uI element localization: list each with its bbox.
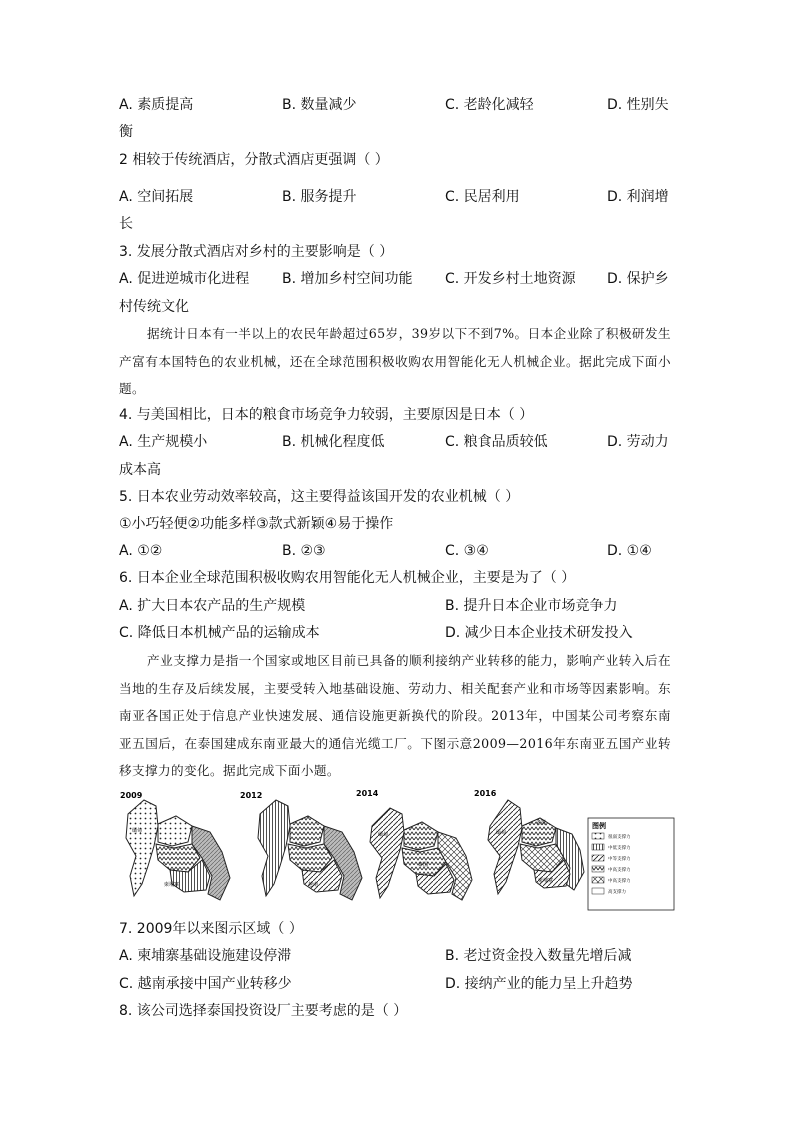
- q4-option-d[interactable]: D. 劳动力: [607, 434, 669, 450]
- map-2016-label-laos: 老挝: [536, 820, 547, 826]
- q2-option-d-continued: 长: [119, 216, 133, 232]
- q7-option-a[interactable]: A. 柬埔寨基础设施建设停滞: [119, 948, 292, 964]
- legend-item-5: 中高支撑力: [608, 879, 631, 884]
- q4-stem: 4. 与美国相比，日本的粮食市场竞争力较弱，主要原因是日本（ ）: [119, 407, 534, 423]
- q3-option-d-continued: 村传统文化: [119, 299, 189, 315]
- map-2009: [120, 791, 230, 900]
- q4-option-b[interactable]: B. 机械化程度低: [282, 434, 385, 450]
- q6-option-b[interactable]: B. 提升日本企业市场竞争力: [445, 598, 618, 614]
- q1-option-d[interactable]: D. 性别失: [607, 97, 669, 113]
- q7-option-d[interactable]: D. 接纳产业的能力呈上升趋势: [445, 976, 633, 992]
- q1-option-d-continued: 衡: [119, 124, 133, 140]
- q1-option-a[interactable]: A. 素质提高: [119, 97, 194, 113]
- map-2012-label-vietnam: 越南: [308, 882, 319, 888]
- map-2014-year: 2014: [356, 789, 379, 798]
- legend-title: 图例: [592, 822, 606, 830]
- passage-industry-support: 产业支撑力是指一个国家或地区目前已具备的顺利接纳产业转移的能力，影响产业转入后在当地的生存及后续发展，主要受转入地基础设施、劳动力、相关配套产业和市场等因素影响。东南亚各国正处于信息产业快速发展、通信设施更新换代的阶段。2013年，中国某公司考察东南亚五国后，在泰国建成东南亚最大的通信光缆工厂。下图示意2009—2016年东南亚五国产业转移支撑力的变化。据此完成下面小题。: [119, 653, 671, 778]
- q7-option-b[interactable]: B. 老过资金投入数量先增后减: [445, 948, 632, 964]
- map-legend: [588, 818, 674, 910]
- q6-option-d[interactable]: D. 减少日本企业技术研发投入: [445, 625, 633, 641]
- q4-option-c[interactable]: C. 粮食品质较低: [445, 434, 548, 450]
- q1-option-c[interactable]: C. 老龄化减轻: [445, 97, 534, 113]
- q2-option-c[interactable]: C. 民居利用: [445, 189, 520, 205]
- q3-option-c[interactable]: C. 开发乡村土地资源: [445, 271, 576, 287]
- map-2009-year: 2009: [120, 791, 143, 800]
- map-2012-year: 2012: [240, 791, 263, 800]
- q7-option-c[interactable]: C. 越南承接中国产业转移少: [119, 976, 292, 992]
- q2-option-d[interactable]: D. 利润增: [607, 189, 669, 205]
- q7-stem: 7. 2009年以来图示区域（ ）: [119, 921, 303, 937]
- q5-option-c[interactable]: C. ③④: [445, 543, 489, 559]
- legend-item-4: 中高支撑力: [608, 868, 631, 873]
- map-2014: [356, 789, 472, 900]
- legend-item-3: 中等支撑力: [608, 857, 631, 862]
- southeast-asia-maps-figure: [118, 786, 676, 912]
- map-2016: [474, 789, 584, 894]
- q6-option-a[interactable]: A. 扩大日本农产品的生产规模: [119, 598, 306, 614]
- map-2014-label-myanmar: 缅甸: [378, 832, 389, 838]
- q2-stem: 2 相较于传统酒店，分散式酒店更强调（ ）: [119, 152, 389, 168]
- legend-item-2: 中低支撑力: [608, 846, 631, 851]
- map-2009-label-cambodia: 柬埔寨: [164, 882, 180, 888]
- map-2012: [240, 791, 362, 900]
- passage-japan-agriculture: 据统计日本有一半以上的农民年龄超过65岁，39岁以下不到7%。日本企业除了积极研发生产富有本国特色的农业机械，还在全球范围积极收购农用智能化无人机械企业。据此完成下面小题。: [119, 326, 671, 396]
- map-2016-year: 2016: [474, 789, 497, 798]
- legend-item-1: 很弱支撑力: [608, 835, 631, 840]
- q3-option-d[interactable]: D. 保护乡: [607, 271, 669, 287]
- legend-item-6: 高支撑力: [608, 890, 626, 895]
- q2-option-b[interactable]: B. 服务提升: [282, 189, 357, 205]
- map-2014-label-thailand: 泰国: [418, 862, 429, 868]
- q5-stem: 5. 日本农业劳动效率较高，这主要得益该国开发的农业机械（ ）: [119, 489, 520, 505]
- q4-option-a[interactable]: A. 生产规模小: [119, 434, 208, 450]
- q5-option-b[interactable]: B. ②③: [282, 543, 326, 559]
- q5-items: ①小巧轻便②功能多样③款式新颖④易于操作: [119, 516, 394, 532]
- q1-option-b[interactable]: B. 数量减少: [282, 97, 357, 113]
- map-2016-label-cambodia: 柬埔寨: [538, 878, 554, 884]
- q4-option-d-continued: 成本高: [119, 462, 161, 478]
- map-2016-label-myanmar: 缅甸: [496, 830, 507, 836]
- q6-option-c[interactable]: C. 降低日本机械产品的运输成本: [119, 625, 320, 641]
- q2-option-a[interactable]: A. 空间拓展: [119, 189, 194, 205]
- q3-option-a[interactable]: A. 促进逆城市化进程: [119, 271, 250, 287]
- q3-stem: 3. 发展分散式酒店对乡村的主要影响是（ ）: [119, 244, 394, 260]
- map-2009-label-myanmar: 缅甸: [132, 828, 143, 834]
- q8-stem: 8. 该公司选择泰国投资设厂主要考虑的是（ ）: [119, 1003, 408, 1019]
- q6-stem: 6. 日本企业全球范围积极收购农用智能化无人机械企业，主要是为了（ ）: [119, 570, 576, 586]
- q3-option-b[interactable]: B. 增加乡村空间功能: [282, 271, 413, 287]
- q5-option-a[interactable]: A. ①②: [119, 543, 163, 559]
- q5-option-d[interactable]: D. ①④: [607, 543, 652, 559]
